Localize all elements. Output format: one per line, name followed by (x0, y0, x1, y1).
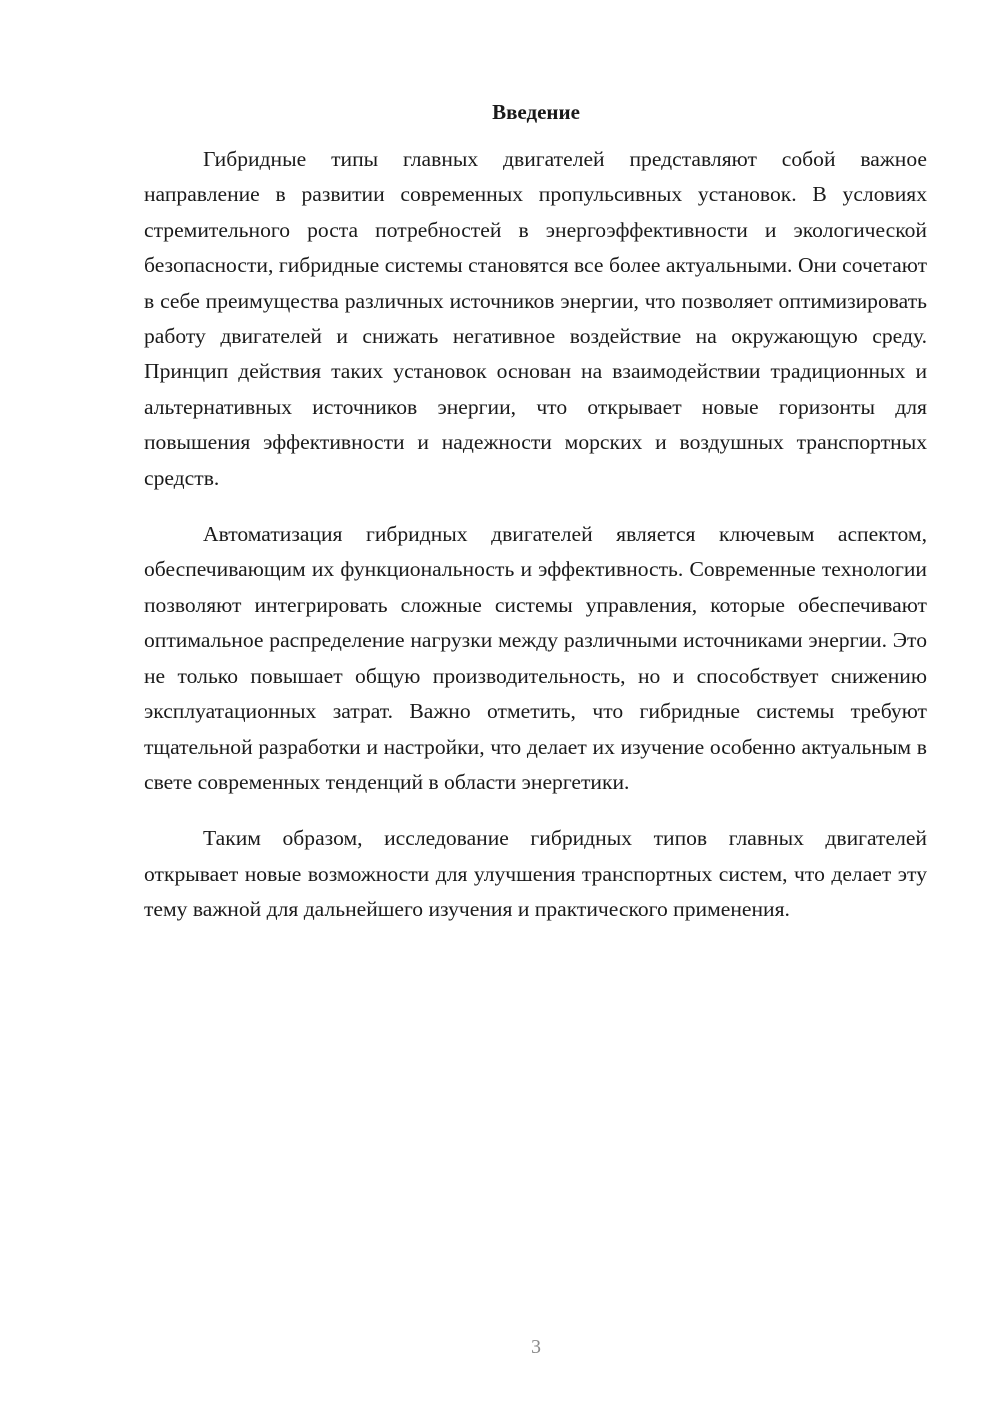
paragraph-2: Автоматизация гибридных двигателей является ключевым аспектом, обеспечивающим их функциональность и эффективность. Современные технологии позволяют интегрировать сложные системы управления, которые обеспечивают оптимальное распределение нагрузки между различными источниками энергии. Это не только повышает общую производительность, но и способствует снижению эксплуатационных затрат. Важно отметить, что гибридные системы требуют тщательной разработки и настройки, что делает их изучение особенно актуальным в свете современных тенденций в области энергетики. (144, 522, 927, 794)
paragraph-1: Гибридные типы главных двигателей представляют собой важное направление в развитии современных пропульсивных установок. В условиях стремительного роста потребностей в энергоэффективности и экологической безопасности, гибридные системы становятся все более актуальными. Они сочетают в себе преимущества различных источников энергии, что позволяет оптимизировать работу двигателей и снижать негативное воздействие на окружающую среду. Принцип действия таких установок основан на взаимодействии традиционных и альтернативных источников энергии, что открывает новые горизонты для повышения эффективности и надежности морских и воздушных транспортных средств. (144, 147, 927, 490)
page-number: 3 (531, 1336, 541, 1358)
paragraph-3: Таким образом, исследование гибридных типов главных двигателей открывает новые возможности для улучшения транспортных систем, что делает эту тему важной для дальнейшего изучения и практического применения. (144, 826, 927, 922)
body-text (144, 142, 927, 928)
section-heading: Введение (492, 100, 580, 124)
